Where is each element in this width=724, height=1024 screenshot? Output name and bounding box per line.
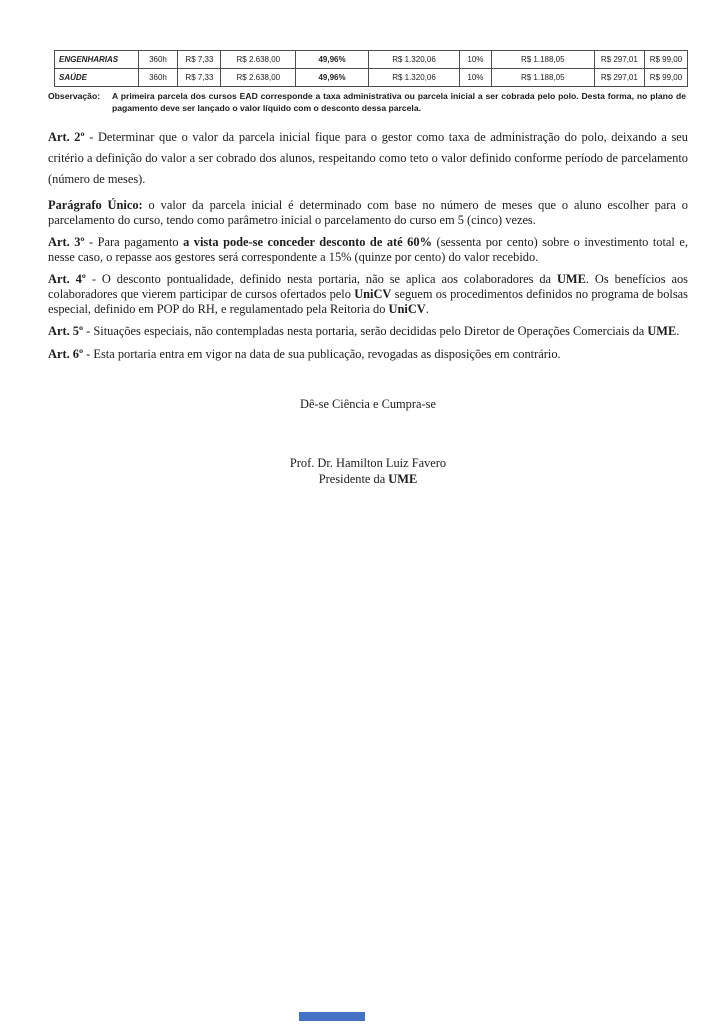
table-cell: 10%: [460, 69, 492, 87]
article-6-paragraph: Art. 6º - Esta portaria entra em vigor na data de sua publicação, revogadas as disposições em contrário.: [48, 346, 561, 361]
table-cell: 360h: [138, 69, 178, 87]
table-cell: R$ 99,00: [644, 51, 687, 69]
table-cell: R$ 1.188,05: [491, 51, 594, 69]
table-cell: R$ 2.638,00: [221, 51, 296, 69]
observation-note: [48, 90, 688, 114]
article-4-paragraph: Art. 4º - O desconto pontualidade, definido nesta portaria, não se aplica aos colaboradores da UME. Os benefícios aos colaboradores que vierem participar de cursos ofertados pelo UniCV seguem os procedimentos definidos no programa de bolsas especial, definido em POP do RH, e regulamentado pela Reitoria do UniCV.: [48, 272, 689, 316]
article-5-paragraph: Art. 5º - Situações especiais, não contempladas nesta portaria, serão decididas pelo Diretor de Operações Comerciais da UME.: [48, 324, 680, 339]
signatory-name: Prof. Dr. Hamilton Luiz Favero: [289, 456, 447, 471]
course-name-cell: ENGENHARIAS: [55, 51, 139, 69]
table-cell: 10%: [460, 51, 492, 69]
table-cell: 49,96%: [296, 69, 369, 87]
table-cell: R$ 7,33: [178, 51, 221, 69]
course-name-cell: SAÚDE: [55, 69, 139, 87]
table-row-saude: [55, 69, 688, 87]
table-cell: R$ 99,00: [644, 69, 687, 87]
table-cell: R$ 2.638,00: [221, 69, 296, 87]
table-cell: R$ 297,01: [594, 69, 644, 87]
closing-statement: Dê-se Ciência e Cumpra-se: [300, 397, 436, 412]
signature-block: [48, 456, 688, 487]
footer-accent-bar: [299, 1012, 365, 1021]
table-cell: R$ 297,01: [594, 51, 644, 69]
table-cell: R$ 1.320,06: [368, 51, 459, 69]
observation-text: A primeira parcela dos cursos EAD corresponde a taxa administrativa ou parcela inicial a ser cobrada pelo polo. Desta forma, no plano de pagamento deve ser lançado o valor líquido com o desconto dessa parcela.: [112, 91, 686, 113]
table-cell: R$ 7,33: [178, 69, 221, 87]
signatory-title: Presidente da UME: [318, 471, 418, 486]
observation-label: Observação:: [48, 91, 101, 101]
course-rate-table: [54, 50, 688, 87]
table-cell: R$ 1.188,05: [491, 69, 594, 87]
document-content: [0, 0, 724, 487]
table-cell: 49,96%: [296, 51, 369, 69]
article-2-paragraph: Art. 2º - Determinar que o valor da parcela inicial fique para o gestor como taxa de administração do polo, deixando a seu critério a definição do valor a ser cobrado dos alunos, respeitando como teto o valor definido conforme período de parcelamento (número de meses).: [48, 130, 688, 186]
table-cell: R$ 1.320,06: [368, 69, 459, 87]
article-3-paragraph: Art. 3º - Para pagamento a vista pode-se conceder desconto de até 60% (sessenta por cento) sobre o investimento total e, nesse caso, o repasse aos gestores será correspondente a 15% (quinze por cento) do valor recebido.: [48, 235, 688, 264]
paragrafo-unico-paragraph: Parágrafo Único: o valor da parcela inicial é determinado com base no número de meses que o aluno escolher para o parcelamento do curso, tendo como parâmetro inicial o parcelamento do curso em 5 (cinco) vezes.: [48, 198, 688, 227]
table-cell: 360h: [138, 51, 178, 69]
table-row-engenharias: [55, 51, 688, 69]
